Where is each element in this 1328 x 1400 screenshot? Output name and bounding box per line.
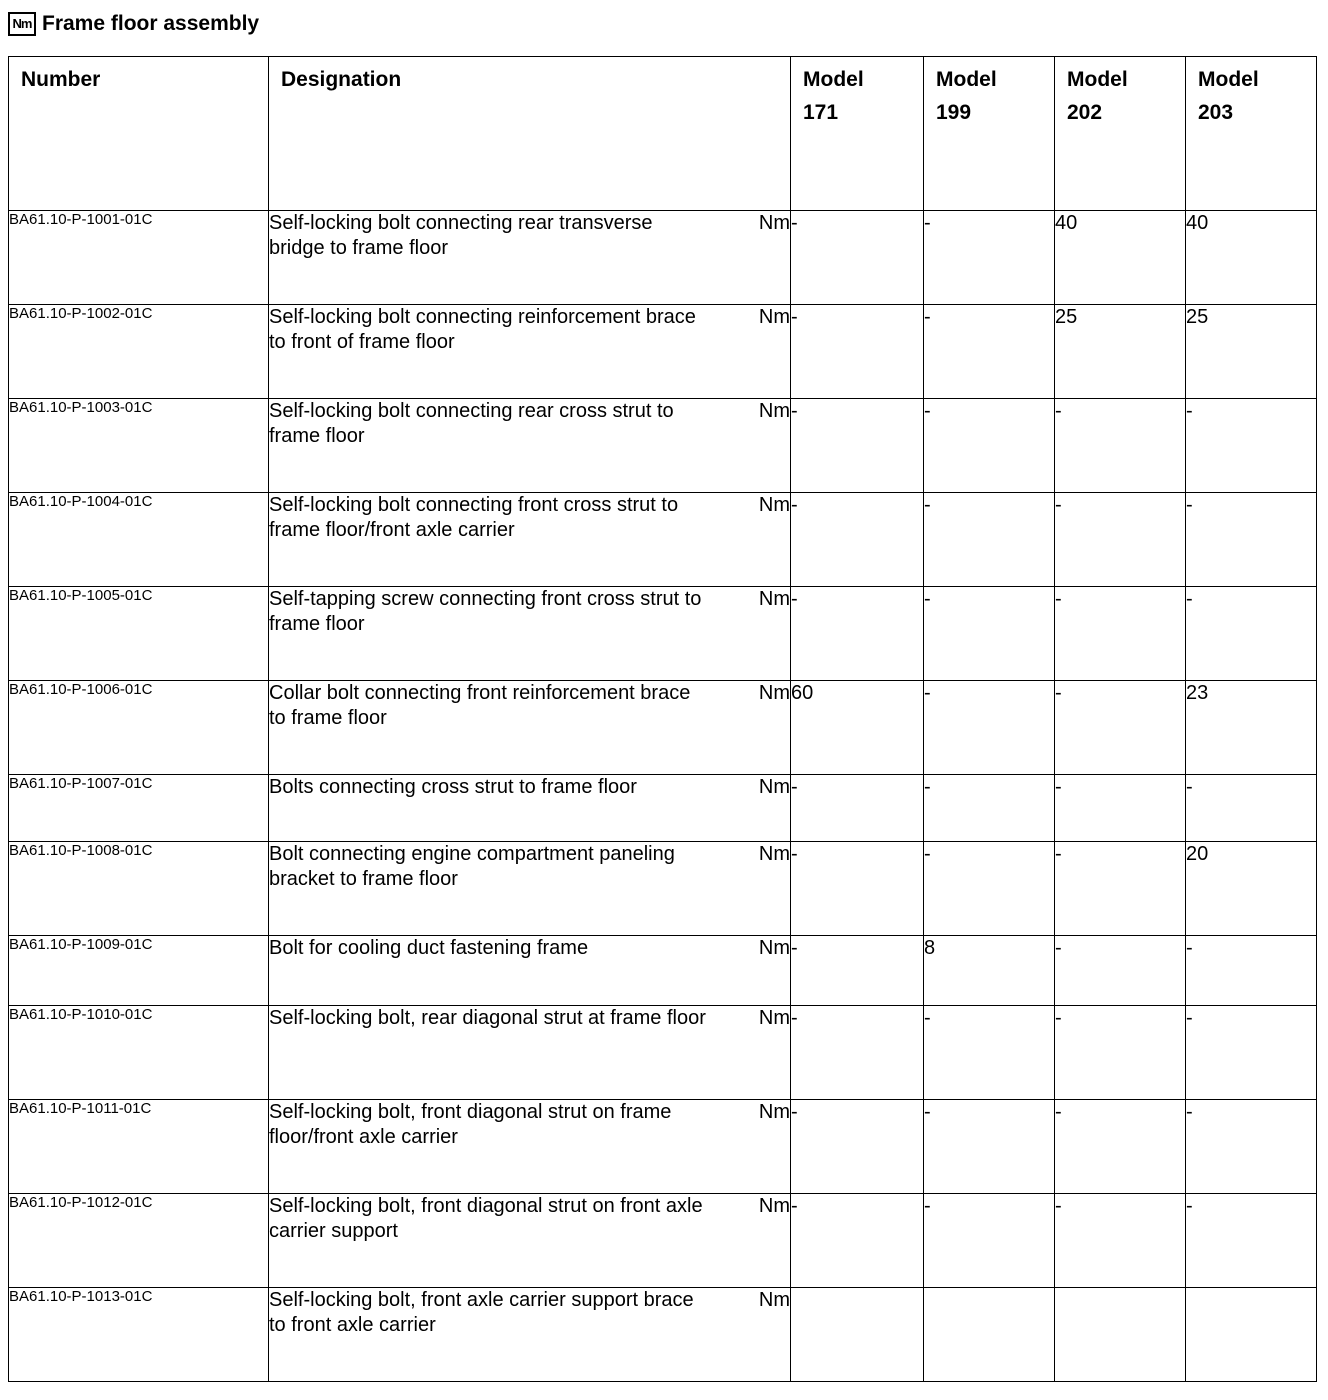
cell-number: BA61.10-P-1002-01C [9, 305, 269, 399]
cell-number: BA61.10-P-1008-01C [9, 842, 269, 936]
cell-designation: Collar bolt connecting front reinforcement brace to frame floor Nm [269, 681, 791, 775]
table-row [9, 1006, 1317, 1100]
table-row [9, 936, 1317, 1006]
cell-designation: Bolt for cooling duct fastening frame Nm [269, 936, 791, 1006]
cell-unit: Nm [758, 212, 790, 234]
cell-designation: Self-locking bolt connecting rear cross strut to frame floor Nm [269, 399, 791, 493]
cell-model-199: - [924, 493, 1055, 587]
cell-number: BA61.10-P-1011-01C [9, 1100, 269, 1194]
cell-number: BA61.10-P-1010-01C [9, 1006, 269, 1100]
cell-number: BA61.10-P-1009-01C [9, 936, 269, 1006]
table-row [9, 211, 1317, 305]
cell-model-203 [1186, 1288, 1317, 1382]
table-row [9, 1100, 1317, 1194]
cell-unit: Nm [758, 682, 790, 704]
cell-model-203: - [1186, 1100, 1317, 1194]
cell-number: BA61.10-P-1005-01C [9, 587, 269, 681]
cell-model-203: 25 [1186, 305, 1317, 399]
cell-number: BA61.10-P-1006-01C [9, 681, 269, 775]
cell-model-171: - [791, 1006, 924, 1100]
cell-model-199: - [924, 1100, 1055, 1194]
table-row [9, 305, 1317, 399]
cell-model-202: - [1055, 936, 1186, 1006]
cell-unit: Nm [758, 1101, 790, 1123]
cell-model-202: 25 [1055, 305, 1186, 399]
cell-model-199: - [924, 399, 1055, 493]
cell-unit: Nm [758, 400, 790, 422]
cell-number: BA61.10-P-1001-01C [9, 211, 269, 305]
cell-designation: Self-locking bolt, front diagonal strut on frame floor/front axle carrier Nm [269, 1100, 791, 1194]
cell-designation: Self-locking bolt, rear diagonal strut at frame floor Nm [269, 1006, 791, 1100]
cell-model-202: - [1055, 775, 1186, 842]
cell-model-202: - [1055, 1194, 1186, 1288]
cell-model-171: - [791, 775, 924, 842]
page-title: Frame floor assembly [42, 12, 260, 35]
table-row [9, 842, 1317, 936]
cell-designation: Self-locking bolt connecting front cross strut to frame floor/front axle carrier Nm [269, 493, 791, 587]
table-row [9, 1194, 1317, 1288]
cell-model-203: - [1186, 493, 1317, 587]
cell-unit: Nm [758, 1007, 790, 1029]
cell-designation: Self-locking bolt, front diagonal strut on front axle carrier support Nm [269, 1194, 791, 1288]
cell-model-203: - [1186, 936, 1317, 1006]
cell-unit: Nm [758, 1289, 790, 1311]
cell-model-199: - [924, 1194, 1055, 1288]
cell-model-202: - [1055, 493, 1186, 587]
header-number: Number [9, 57, 269, 211]
cell-model-171: - [791, 493, 924, 587]
cell-model-202: - [1055, 1006, 1186, 1100]
torque-spec-table [8, 56, 1317, 1382]
cell-unit: Nm [758, 776, 790, 798]
cell-model-199: - [924, 775, 1055, 842]
cell-unit: Nm [758, 306, 790, 328]
cell-model-171: - [791, 1100, 924, 1194]
cell-model-199: - [924, 211, 1055, 305]
cell-model-203: - [1186, 775, 1317, 842]
cell-unit: Nm [758, 1195, 790, 1217]
cell-model-203: 23 [1186, 681, 1317, 775]
cell-number: BA61.10-P-1007-01C [9, 775, 269, 842]
cell-model-202: - [1055, 681, 1186, 775]
cell-designation: Self-locking bolt, front axle carrier support brace to front axle carrier Nm [269, 1288, 791, 1382]
cell-model-199 [924, 1288, 1055, 1382]
cell-model-171: - [791, 842, 924, 936]
cell-model-203: - [1186, 399, 1317, 493]
table-row [9, 681, 1317, 775]
cell-designation: Self-tapping screw connecting front cross strut to frame floor Nm [269, 587, 791, 681]
cell-unit: Nm [758, 494, 790, 516]
cell-model-199: - [924, 305, 1055, 399]
cell-model-199: - [924, 587, 1055, 681]
cell-unit: Nm [758, 937, 790, 959]
cell-model-171: - [791, 936, 924, 1006]
cell-model-203: - [1186, 1006, 1317, 1100]
cell-model-203: - [1186, 587, 1317, 681]
cell-model-171: - [791, 211, 924, 305]
cell-model-202: - [1055, 587, 1186, 681]
cell-unit: Nm [758, 843, 790, 865]
cell-model-199: - [924, 1006, 1055, 1100]
cell-model-203: 20 [1186, 842, 1317, 936]
header-model-202: Model 202 [1055, 57, 1186, 211]
cell-model-199: 8 [924, 936, 1055, 1006]
cell-model-202: - [1055, 1100, 1186, 1194]
cell-number: BA61.10-P-1012-01C [9, 1194, 269, 1288]
cell-number: BA61.10-P-1004-01C [9, 493, 269, 587]
cell-model-171: - [791, 587, 924, 681]
cell-designation: Bolts connecting cross strut to frame floor Nm [269, 775, 791, 842]
torque-nm-icon: Nm [8, 12, 36, 36]
header-designation: Designation [269, 57, 791, 211]
header-model-203: Model 203 [1186, 57, 1317, 211]
table-row [9, 1288, 1317, 1382]
header-model-199: Model 199 [924, 57, 1055, 211]
table-row [9, 587, 1317, 681]
table-row [9, 399, 1317, 493]
section-title [8, 10, 259, 38]
cell-model-171: - [791, 305, 924, 399]
cell-model-171 [791, 1288, 924, 1382]
cell-designation: Self-locking bolt connecting rear transverse bridge to frame floor Nm [269, 211, 791, 305]
cell-designation: Bolt connecting engine compartment paneling bracket to frame floor Nm [269, 842, 791, 936]
table-row [9, 775, 1317, 842]
cell-model-202 [1055, 1288, 1186, 1382]
table-header-row [9, 57, 1317, 211]
table-row [9, 493, 1317, 587]
cell-number: BA61.10-P-1013-01C [9, 1288, 269, 1382]
cell-model-199: - [924, 681, 1055, 775]
cell-model-202: - [1055, 842, 1186, 936]
cell-unit: Nm [758, 588, 790, 610]
cell-model-202: - [1055, 399, 1186, 493]
cell-number: BA61.10-P-1003-01C [9, 399, 269, 493]
cell-model-202: 40 [1055, 211, 1186, 305]
cell-model-171: - [791, 399, 924, 493]
cell-model-203: 40 [1186, 211, 1317, 305]
cell-model-171: - [791, 1194, 924, 1288]
cell-model-203: - [1186, 1194, 1317, 1288]
header-model-171: Model 171 [791, 57, 924, 211]
cell-designation: Self-locking bolt connecting reinforcement brace to front of frame floor Nm [269, 305, 791, 399]
cell-model-199: - [924, 842, 1055, 936]
cell-model-171: 60 [791, 681, 924, 775]
